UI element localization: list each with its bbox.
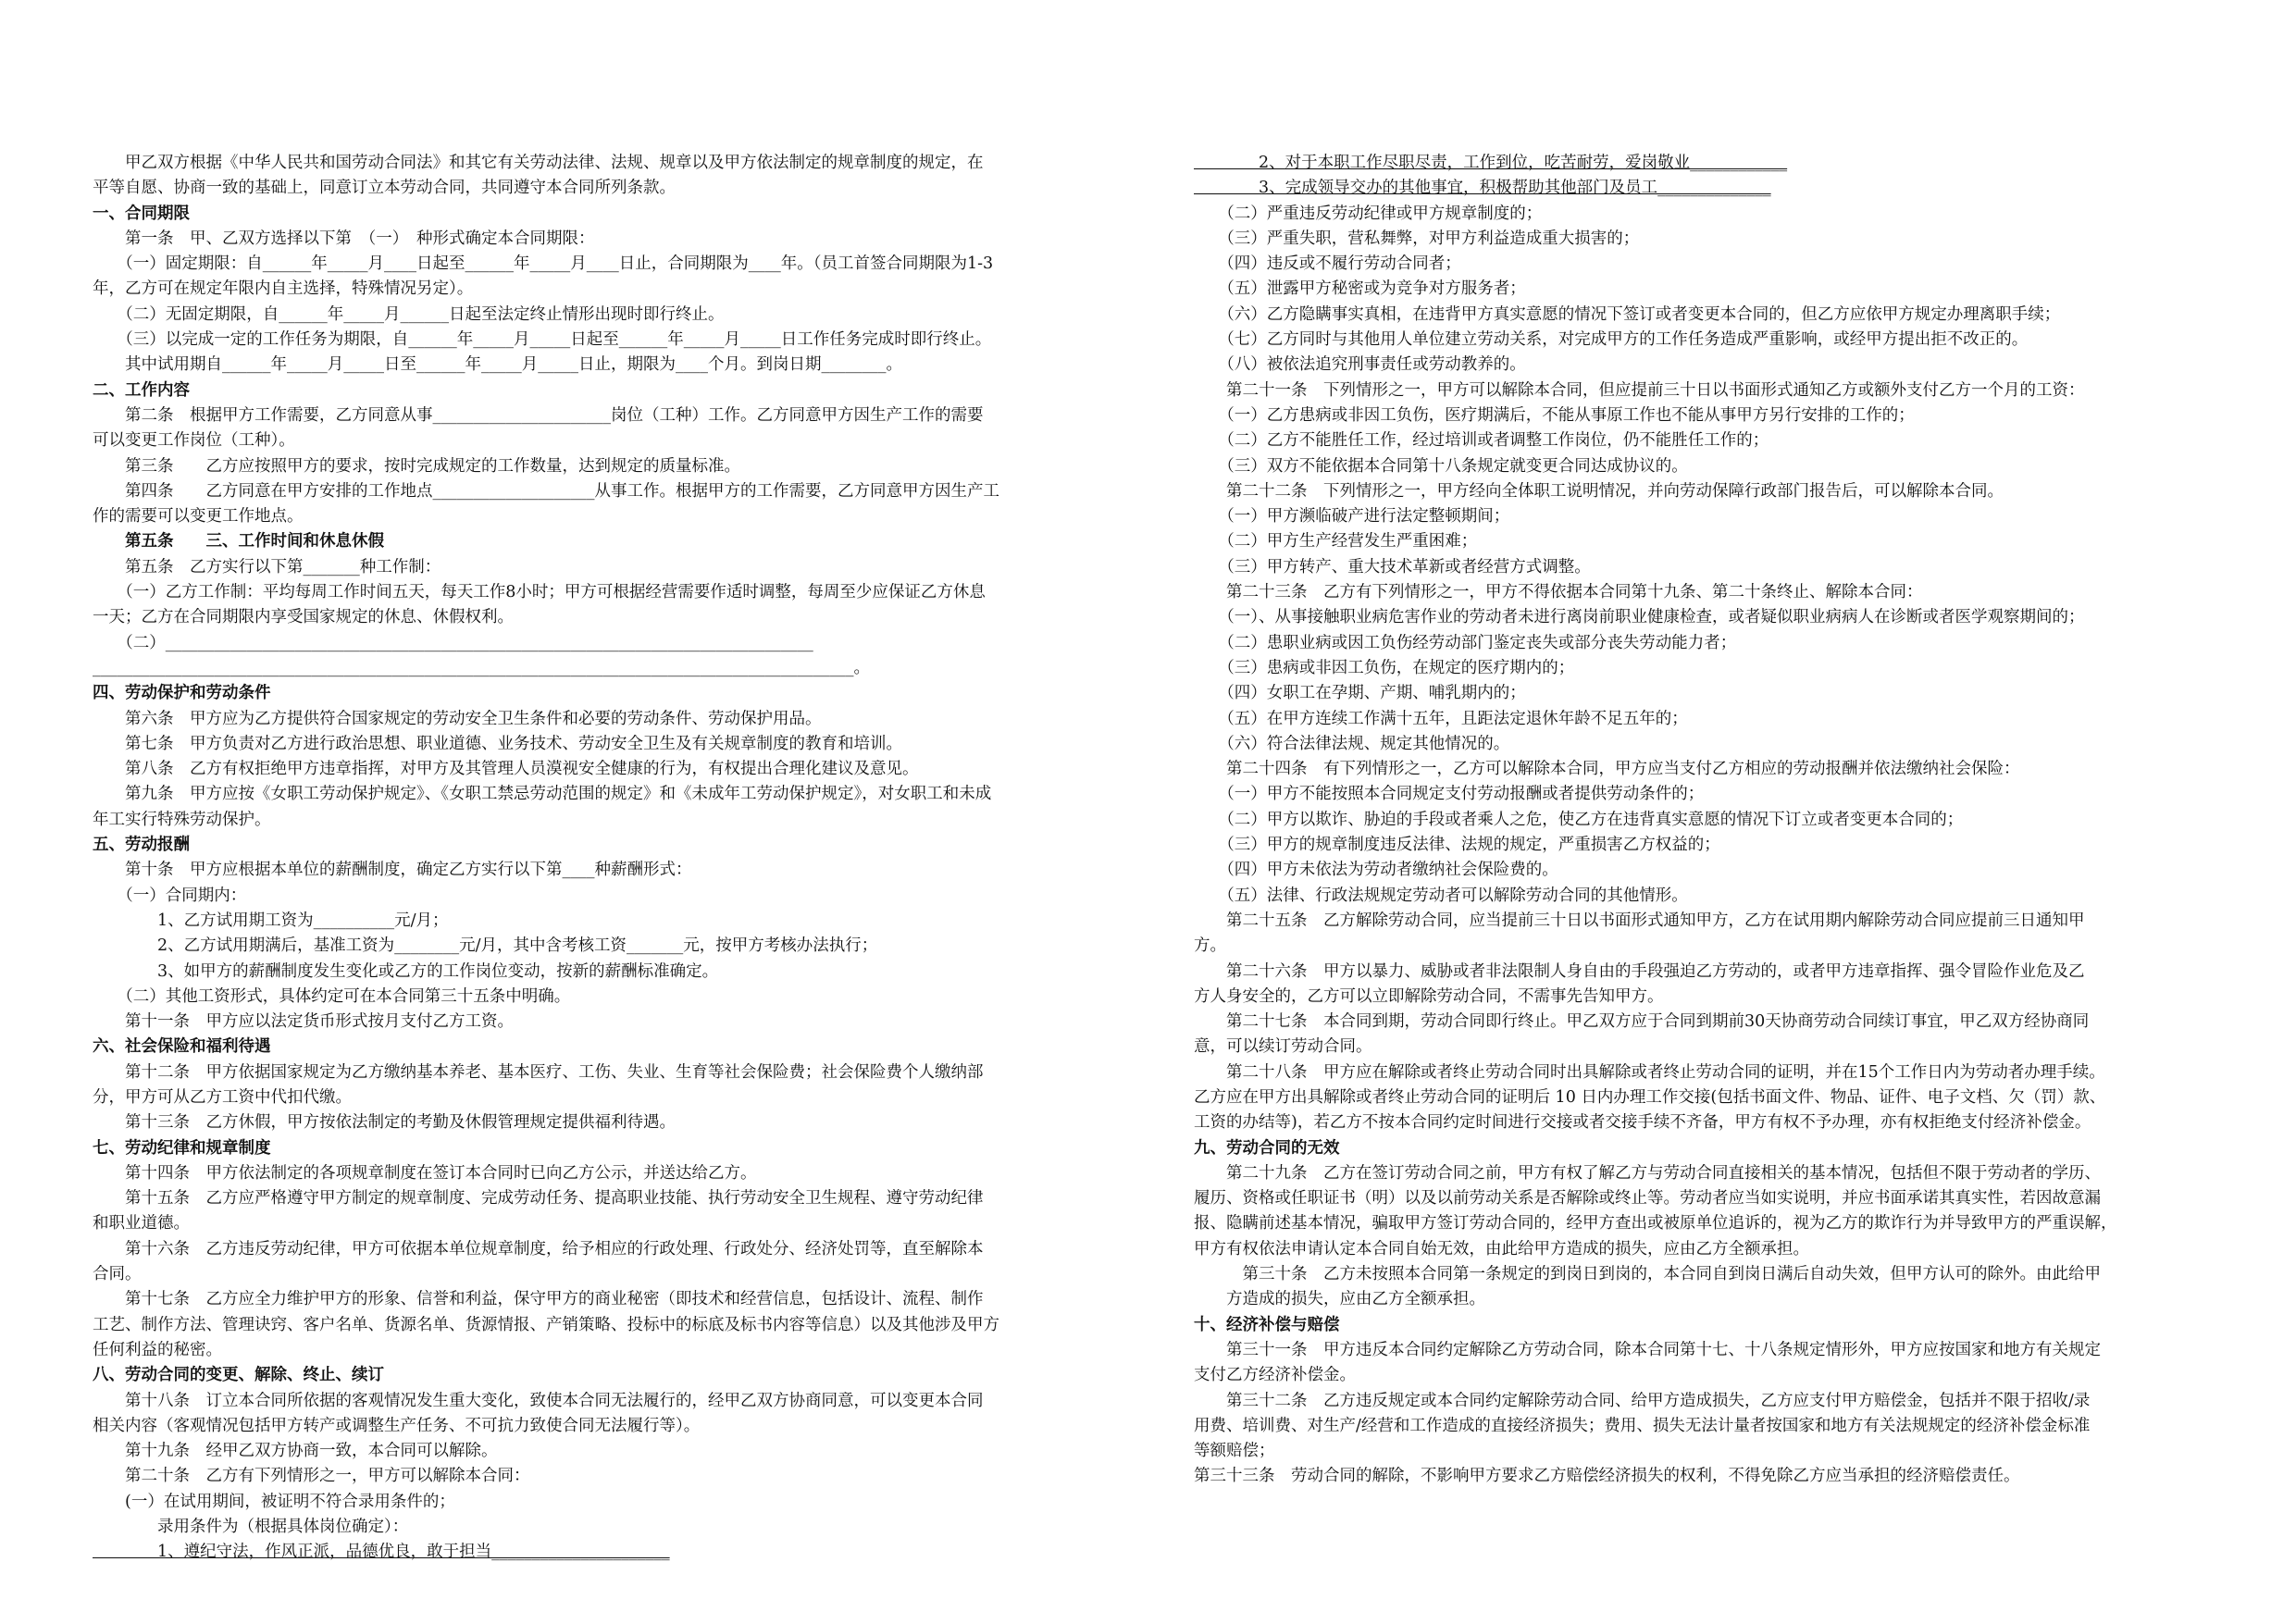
section-heading: 六、社会保险和福利待遇 [93, 1037, 271, 1057]
contract-line: 录用条件为（根据具体岗位确定）： [93, 1518, 409, 1537]
contract-line: 第三条 乙方应按照甲方的要求，按时完成规定的工作数量，达到规定的质量标准。 [93, 456, 740, 476]
contract-line: 方。 [1194, 936, 1226, 956]
contract-line: 第十条 甲方应根据本单位的薪酬制度，确定乙方实行以下第____种薪酬形式： [93, 861, 692, 880]
contract-line: 乙方应在甲方出具解除或者终止劳动合同的证明后 10 日内办理工作交接(包括书面文件、物品、证件、电子文档、欠（罚）款、 [1194, 1087, 2106, 1107]
contract-line: （三）双方不能依据本合同第十八条规定就变更合同达成协议的。 [1194, 456, 1688, 476]
section-heading: 一、合同期限 [93, 204, 190, 223]
left-column [93, 151, 1075, 1566]
contract-line: 第二十六条 甲方以暴力、威胁或者非法限制人身自由的手段强迫乙方劳动的，或者甲方违章指挥、强令冒险作业危及乙 [1194, 961, 2085, 981]
contract-line: 工资的办结等)，若乙方不按本合同约定时间进行交接或者交接手续不齐备，甲方有权不予办理，亦有权拒绝支付经济补偿金。 [1194, 1113, 2091, 1133]
contract-line: 报、隐瞒前述基本情况，骗取甲方签订劳动合同的，经甲方查出或被原单位追诉的，视为乙方的欺诈行为并导致甲方的严重误解， [1194, 1214, 2117, 1233]
contract-line: 和职业道德。 [93, 1214, 190, 1233]
contract-line: （二）无固定期限，自______年_____月______日起至法定终止情形出现时即行终止。 [93, 304, 725, 324]
contract-line: （五）在甲方连续工作满十五年，且距法定退休年龄不足五年的； [1194, 709, 1688, 728]
contract-line: （七）乙方同时与其他用人单位建立劳动关系，对完成甲方的工作任务造成严重影响，或经甲方提出拒不改正的。 [1194, 330, 2029, 350]
contract-line: 第十六条 乙方违反劳动纪律，甲方可依据本单位规章制度，给予相应的行政处理、行政处分、经济处罚等，直至解除本 [93, 1239, 984, 1258]
section-heading: 十、经济补偿与赔偿 [1194, 1315, 1340, 1334]
section-heading: 二、工作内容 [93, 380, 190, 400]
contract-line: 第二十七条 本合同到期，劳动合同即行终止。甲乙双方应于合同到期前30天协商劳动合同续订事宜，甲乙双方经协商同 [1194, 1012, 2090, 1032]
contract-line: 第二十八条 甲方应在解除或者终止劳动合同时出具解除或者终止劳动合同的证明，并在15个工作日内为劳动者办理手续。 [1194, 1062, 2105, 1082]
contract-line: （二）甲方生产经营发生严重困难； [1194, 532, 1478, 552]
contract-line: 2、对于本职工作尽职尽责，工作到位，吃苦耐劳，爱岗敬业____________ [1194, 154, 1788, 172]
contract-line: （三）严重失职，营私舞弊，对甲方利益造成重大损害的； [1194, 229, 1640, 248]
contract-line: 第三十三条 劳动合同的解除，不影响甲方要求乙方赔偿经济损失的权利，不得免除乙方应当承担的经济赔偿责任。 [1194, 1467, 2020, 1486]
contract-line: 第二十四条 有下列情形之一，乙方可以解除本合同，甲方应当支付乙方相应的劳动报酬并依法缴纳社会保险： [1194, 760, 2020, 779]
contract-line: 第二十九条 乙方在签订劳动合同之前，甲方有权了解乙方与劳动合同直接相关的基本情况，包括但不限于劳动者的学历、 [1194, 1163, 2101, 1183]
contract-line: （五）法律、行政法规规定劳动者可以解除劳动合同的其他情形。 [1194, 886, 1688, 905]
contract-line: 第十四条 甲方依法制定的各项规章制度在签订本合同时已向乙方公示，并送达给乙方。 [93, 1163, 757, 1183]
contract-line: （一）、从事接触职业病危害作业的劳动者未进行离岗前职业健康检查，或者疑似职业病病人在诊断或者医学观察期间的； [1194, 608, 2085, 627]
contract-line: （四）女职工在孕期、产期、哺乳期内的； [1194, 684, 1526, 703]
contract-line: 第七条 甲方负责对乙方进行政治思想、职业道德、业务技术、劳动安全卫生及有关规章制度的教育和培训。 [93, 734, 902, 753]
contract-line: 第十八条 订立本合同所依据的客观情况发生重大变化，致使本合同无法履行的，经甲乙双方协商同意，可以变更本合同 [93, 1391, 984, 1410]
contract-line: 第三十条 乙方未按照本合同第一条规定的到岗日到岗的，本合同自到岗日满后自动失效，但甲方认可的除外。由此给甲 [1194, 1265, 2101, 1284]
contract-line: （四）违反或不履行劳动合同者； [1194, 254, 1461, 274]
contract-line: 用费、培训费、对生产/经营和工作造成的直接经济损失；费用、损失无法计量者按国家和地方有关法规规定的经济补偿金标准 [1194, 1416, 2091, 1435]
contract-line: （二）________________________________________________________________________________ [93, 633, 813, 652]
contract-line: （二）其他工资形式，具体约定可在本合同第三十五条中明确。 [93, 986, 571, 1006]
contract-line: 任何利益的秘密。 [93, 1340, 222, 1359]
contract-line: （三）患病或非因工负伤，在规定的医疗期内的； [1194, 658, 1575, 677]
contract-line: 第九条 甲方应按《女职工劳动保护规定》、《女职工禁忌劳动范围的规定》和《未成年工劳动保护规定》，对女职工和未成 [93, 785, 992, 804]
contract-line: 第四条 乙方同意在甲方安排的工作地点____________________从事工作。根据甲方的工作需要，乙方同意甲方因生产工 [93, 481, 999, 501]
contract-line: 第二十五条 乙方解除劳动合同，应当提前三十日以书面形式通知甲方，乙方在试用期内解除劳动合同应提前三日通知甲 [1194, 911, 2085, 930]
contract-line: （一）甲方不能按照本合同规定支付劳动报酬或者提供劳动条件的； [1194, 785, 1705, 804]
contract-line: 第十九条 经甲乙双方协商一致，本合同可以解除。 [93, 1442, 498, 1461]
contract-line: （六）乙方隐瞒事实真相，在违背甲方真实意愿的情况下签订或者变更本合同的，但乙方应依甲方规定办理离职手续； [1194, 304, 2061, 324]
contract-line: 工艺、制作方法、管理诀窍、客户名单、货源名单、货源情报、产销策略、投标中的标底及标书内容等信息）以及其他涉及甲方 [93, 1315, 999, 1334]
section-heading: 七、劳动纪律和规章制度 [93, 1138, 271, 1158]
contract-line: 第二条 根据甲方工作需要，乙方同意从事______________________岗位（工种）工作。乙方同意甲方因生产工作的需要 [93, 405, 984, 425]
contract-line: （二）患职业病或因工负伤经劳动部门鉴定丧失或部分丧失劳动能力者； [1194, 633, 1737, 652]
contract-line: 支付乙方经济补偿金。 [1194, 1366, 1356, 1385]
contract-line: 2、乙方试用期满后，基准工资为________元/月，其中含考核工资_______元，按甲方考核办法执行； [93, 936, 878, 956]
contract-line: （五）泄露甲方秘密或为竞争对方服务者； [1194, 279, 1526, 299]
contract-line: （三）甲方转产、重大技术革新或者经营方式调整。 [1194, 557, 1591, 576]
contract-line: 第二十二条 下列情形之一，甲方经向全体职工说明情况，并向劳动保障行政部门报告后，可以解除本合同。 [1194, 481, 2004, 501]
contract-line: 1、遵纪守法，作风正派，品德优良，敢于担当______________________ [93, 1543, 670, 1562]
contract-line: 方造成的损失，应由乙方全额承担。 [1194, 1290, 1485, 1309]
contract-line: 第三十一条 甲方违反本合同约定解除乙方劳动合同，除本合同第十七、十八条规定情形外，甲方应按国家和地方有关规定 [1194, 1340, 2101, 1359]
contract-line: 合同。 [93, 1265, 142, 1284]
contract-line: 方人身安全的，乙方可以立即解除劳动合同，不需事先告知甲方。 [1194, 986, 1664, 1006]
contract-line: （二）甲方以欺诈、胁迫的手段或者乘人之危，使乙方在违背真实意愿的情况下订立或者变更本合同的； [1194, 810, 1964, 829]
contract-line: 第二十三条 乙方有下列情形之一，甲方不得依据本合同第十九条、第二十条终止、解除本合同： [1194, 583, 1923, 602]
contract-line: （八）被依法追究刑事责任或劳动教养的。 [1194, 355, 1526, 375]
contract-line: 3、完成领导交办的其他事宜，积极帮助其他部门及员工______________ [1194, 179, 1771, 198]
contract-line: 第二十条 乙方有下列情形之一，甲方可以解除本合同： [93, 1467, 530, 1486]
contract-line: 第一条 甲、乙双方选择以下第 （一） 种形式确定本合同期限： [93, 229, 595, 248]
contract-line: 第五条 乙方实行以下第_______种工作制： [93, 557, 441, 576]
contract-line: （三）甲方的规章制度违反法律、法规的规定，严重损害乙方权益的； [1194, 836, 1720, 855]
contract-line: 履历、资格或任职证书（明）以及以前劳动关系是否解除或终止等。劳动者应当如实说明，并应书面承诺其真实性，若因故意漏 [1194, 1189, 2101, 1209]
section-heading: 第五条 三、工作时间和休息休假 [93, 532, 384, 552]
contract-line: 分，甲方可从乙方工资中代扣代缴。 [93, 1087, 352, 1107]
section-heading: 五、劳动报酬 [93, 836, 190, 855]
contract-line: （二）乙方不能胜任工作，经过培训或者调整工作岗位，仍不能胜任工作的； [1194, 431, 1769, 451]
section-heading: 九、劳动合同的无效 [1194, 1138, 1340, 1158]
contract-line: 3、如甲方的薪酬制度发生变化或乙方的工作岗位变动，按新的薪酬标准确定。 [93, 961, 719, 981]
contract-line: 第六条 甲方应为乙方提供符合国家规定的劳动安全卫生条件和必要的劳动条件、劳动保护用品。 [93, 709, 822, 728]
contract-line: （一）固定期限：自______年_____月____日起至______年_____月____日止，合同期限为____年。（员工首签合同期限为1-3 [93, 254, 994, 274]
contract-line: 意，可以续订劳动合同。 [1194, 1037, 1372, 1057]
contract-line: （一）甲方濒临破产进行法定整顿期间； [1194, 507, 1510, 527]
contract-line: （一）合同期内： [93, 886, 247, 905]
section-heading: 四、劳动保护和劳动条件 [93, 684, 271, 703]
contract-line: 甲方有权依法申请认定本合同自始无效，由此给甲方造成的损失，应由乙方全额承担。 [1194, 1239, 1809, 1258]
contract-line: ______________________________________________________________________________________________。 [93, 658, 870, 677]
contract-line: 甲乙双方根据《中华人民共和国劳动合同法》和其它有关劳动法律、法规、规章以及甲方依法制定的规章制度的规定，在 [93, 154, 984, 172]
contract-line: 作的需要可以变更工作地点。 [93, 507, 304, 527]
contract-line: 年工实行特殊劳动保护。 [93, 810, 271, 829]
contract-line: 第十三条 乙方休假，甲方按依法制定的考勤及休假管理规定提供福利待遇。 [93, 1113, 676, 1133]
right-column [1194, 151, 2177, 1490]
contract-line: 第十一条 甲方应以法定货币形式按月支付乙方工资。 [93, 1012, 514, 1032]
contract-line: 其中试用期自______年_____月_____日至______年_____月_____日止，期限为____个月。到岗日期________。 [93, 355, 902, 375]
contract-line: 相关内容（客观情况包括甲方转产或调整生产任务、不可抗力致使合同无法履行等）。 [93, 1416, 701, 1435]
contract-line: 可以变更工作岗位（工种）。 [93, 431, 295, 451]
contract-line: （一）乙方工作制：平均每周工作时间五天，每天工作8小时；甲方可根据经营需要作适时调整，每周至少应保证乙方休息 [93, 583, 986, 602]
contract-line: （四）甲方未依法为劳动者缴纳社会保险费的。 [1194, 861, 1558, 880]
contract-line: 第十七条 乙方应全力维护甲方的形象、信誉和利益，保守甲方的商业秘密（即技术和经营信息，包括设计、流程、制作 [93, 1290, 984, 1309]
contract-line: 第十五条 乙方应严格遵守甲方制定的规章制度、完成劳动任务、提高职业技能、执行劳动安全卫生规程、遵守劳动纪律 [93, 1189, 984, 1209]
contract-line: 一天；乙方在合同期限内享受国家规定的休息、休假权利。 [93, 608, 514, 627]
contract-line: 年，乙方可在规定年限内自主选择，特殊情况另定）。 [93, 279, 474, 299]
contract-line: （六）符合法律法规、规定其他情况的。 [1194, 734, 1510, 753]
section-heading: 八、劳动合同的变更、解除、终止、续订 [93, 1366, 384, 1385]
contract-line: （三）以完成一定的工作任务为期限，自______年_____月_____日起至______年_____月_____日工作任务完成时即行终止。 [93, 330, 992, 350]
contract-line: 第八条 乙方有权拒绝甲方违章指挥，对甲方及其管理人员漠视安全健康的行为，有权提出合理化建议及意见。 [93, 760, 919, 779]
contract-line: （一）乙方患病或非因工负伤，医疗期满后，不能从事原工作也不能从事甲方另行安排的工作的； [1194, 405, 1915, 425]
contract-line: 第三十二条 乙方违反规定或本合同约定解除劳动合同、给甲方造成损失，乙方应支付甲方赔偿金，包括并不限于招收/录 [1194, 1391, 2091, 1410]
contract-line: （二）严重违反劳动纪律或甲方规章制度的； [1194, 204, 1543, 223]
contract-line: 1、乙方试用期工资为__________元/月； [93, 911, 449, 930]
contract-line: 第二十一条 下列情形之一，甲方可以解除本合同，但应提前三十日以书面形式通知乙方或额外支付乙方一个月的工资： [1194, 380, 2085, 400]
contract-line: (一）在试用期间，被证明不符合录用条件的； [93, 1492, 455, 1511]
contract-line: 第十二条 甲方依据国家规定为乙方缴纳基本养老、基本医疗、工伤、失业、生育等社会保险费；社会保险费个人缴纳部 [93, 1062, 984, 1082]
contract-line: 等额赔偿； [1194, 1442, 1275, 1461]
contract-line: 平等自愿、协商一致的基础上，同意订立本劳动合同，共同遵守本合同所列条款。 [93, 179, 676, 198]
